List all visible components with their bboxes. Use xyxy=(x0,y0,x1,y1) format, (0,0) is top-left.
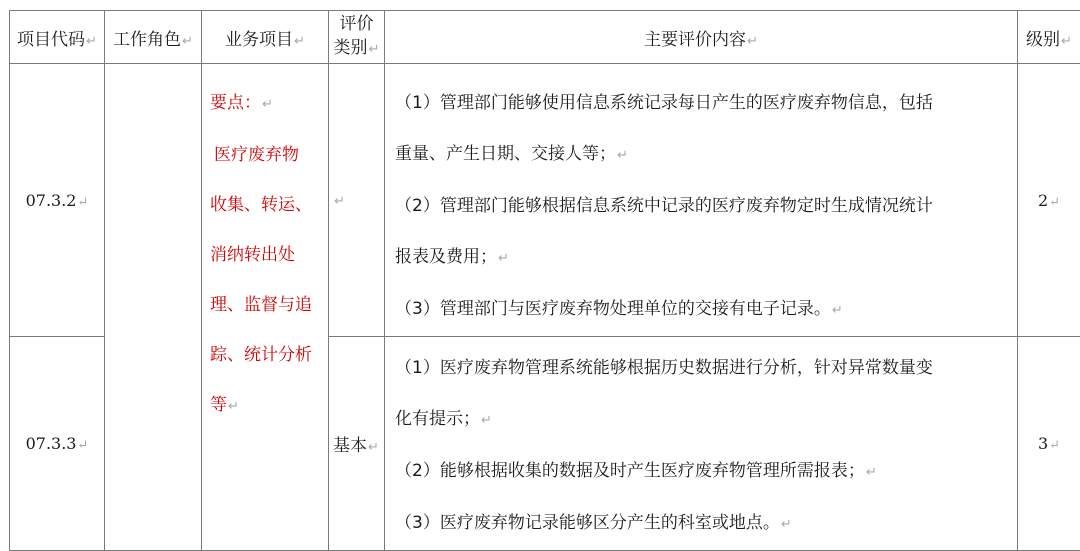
business-line: 要点：↵ xyxy=(210,78,324,130)
business-item-cell xyxy=(202,64,329,551)
business-line: 踪、统计分析 xyxy=(210,330,324,380)
level-cell: 3↵ xyxy=(1018,337,1080,551)
content-line: （3）管理部门与医疗废弃物处理单位的交接有电子记录。↵ xyxy=(395,284,1011,336)
table-row xyxy=(10,64,1080,337)
content-line: 化有提示；↵ xyxy=(395,394,1011,446)
content-line: （1）管理部门能够使用信息系统记录每日产生的医疗废弃物信息，包括 xyxy=(395,78,1011,129)
business-line: 医疗废弃物 xyxy=(210,130,324,180)
project-code-cell: 07.3.3↵ xyxy=(10,337,105,551)
business-line: 理、监督与追 xyxy=(210,280,324,330)
content-line: 报表及费用；↵ xyxy=(395,232,1011,284)
header-row xyxy=(10,11,1080,64)
category-cell: 基本↵ xyxy=(329,337,385,551)
content-line: （1）医疗废弃物管理系统能够根据历史数据进行分析，针对异常数量变 xyxy=(395,343,1011,394)
header-project-code: 项目代码↵ xyxy=(10,11,105,64)
project-code-cell: 07.3.2↵ xyxy=(10,64,105,337)
content-cell xyxy=(385,64,1018,337)
header-category: 评价 类别↵ xyxy=(329,11,385,64)
content-line: （2）管理部门能够根据信息系统中记录的医疗废弃物定时生成情况统计 xyxy=(395,181,1011,232)
content-line: 重量、产生日期、交接人等；↵ xyxy=(395,129,1011,181)
level-cell: 2↵ xyxy=(1018,64,1080,337)
business-line: 等↵ xyxy=(210,380,324,432)
business-line: 收集、转运、 xyxy=(210,180,324,230)
content-cell xyxy=(385,337,1018,551)
content-line: （2）能够根据收集的数据及时产生医疗废弃物管理所需报表；↵ xyxy=(395,446,1011,498)
header-main-content: 主要评价内容↵ xyxy=(385,11,1018,64)
evaluation-table xyxy=(9,10,1080,551)
header-level: 级别↵ xyxy=(1018,11,1080,64)
work-role-cell xyxy=(105,64,202,551)
header-business-item: 业务项目↵ xyxy=(202,11,329,64)
content-line: （3）医疗废弃物记录能够区分产生的科室或地点。↵ xyxy=(395,498,1011,550)
business-line: 消纳转出处 xyxy=(210,230,324,280)
category-cell: ↵ xyxy=(329,64,385,337)
header-work-role: 工作角色↵ xyxy=(105,11,202,64)
